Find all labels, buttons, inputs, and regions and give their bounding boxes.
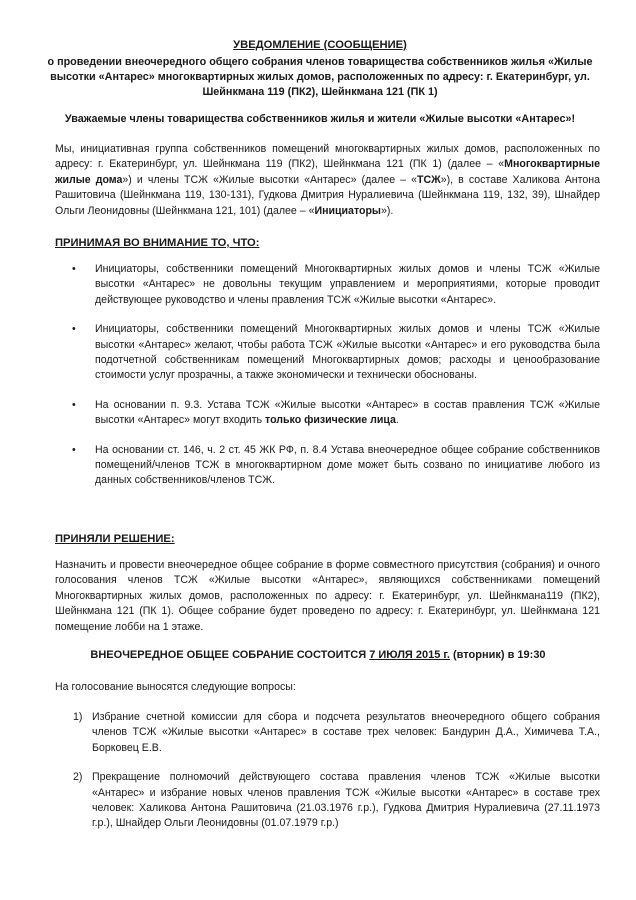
agenda-item <box>55 710 600 756</box>
considering-item <box>55 262 600 308</box>
considering-item <box>55 443 600 489</box>
considering-item-text-end: . <box>395 414 399 427</box>
intro-term-initiators: Инициаторы <box>314 204 381 217</box>
notice-title: УВЕДОМЛЕНИЕ (СООБЩЕНИЕ) <box>233 39 407 51</box>
considering-item-emphasis: только физические лица <box>265 414 396 427</box>
intro-paragraph <box>55 142 600 219</box>
agenda-item-text: Прекращение полномочий действующего состава правления членов ТСЖ «Жилые высотки «Антарес» и избрание новых членов правления ТСЖ «Жилые высотки «Антарес» в составе трех человек: Халикова Антона Рашитовича (21.03.1976 г.р.), Гудкова Дмитрия Нуралиевича (27.11.1973 г.р.), Шнайдер Ольги Леонидовны (01.07.1979 г.р.) <box>92 771 600 830</box>
intro-text-2: ») и члены ТСЖ «Жилые высотки «Антарес» (далее – « <box>122 173 418 186</box>
agenda-item <box>55 770 600 832</box>
agenda-intro: На голосование выносятся следующие вопросы: <box>55 681 296 693</box>
considering-item-text: На основании п. 9.3. Устава ТСЖ «Жилые высотки «Антарес» в состав правления ТСЖ «Жилые высотки «Антарес» могут входить <box>95 398 600 427</box>
considering-item-text: Инициаторы, собственники помещений Многоквартирных жилых домов и члены ТСЖ «Жилые высотки «Антарес» не довольны текущим управлением и мероприятиями, которые проводит действующее руководство и члены правления ТСЖ «Жилые высотки «Антарес». <box>95 263 600 306</box>
decision-paragraph: Назначить и провести внеочередное общее собрание в форме совместного присутствия (собрания) и очного голосования членов ТСЖ «Жилые высотки «Антарес», являющихся собственниками помещений Многоквартирных жилых домов, расположенных по адресу: г. Екатеринбург, ул. Шейнкмана119 (ПК2), Шейнкмана 121 (ПК 1). Общее собрание будет проведено по адресу: г. Екатеринбург, ул. Шейнкмана 121 помещение лобби на 1 этаже. <box>55 559 600 633</box>
bullet-icon: • <box>72 323 76 336</box>
bullet-icon: • <box>72 263 76 275</box>
intro-term-tszh: ТСЖ <box>417 173 441 186</box>
agenda-item-number: 2) <box>73 771 83 784</box>
notice-header <box>40 38 600 100</box>
meeting-text: ВНЕОЧЕРЕДНОЕ ОБЩЕЕ СОБРАНИЕ СОСТОИТСЯ <box>90 649 370 661</box>
meeting-time: (вторник) в 19:30 <box>449 649 546 661</box>
meeting-date: 7 ИЮЛЯ 2015 г. <box>369 649 450 661</box>
considering-item-text: Инициаторы, собственники помещений Многоквартирных жилых домов и члены ТСЖ «Жилые высотки «Антарес» желают, чтобы работа ТСЖ «Жилые высотки «Антарес» и его руководства была подотчетной собственникам помещений Многоквартирных домов; расходы и ценообразование стоимости услуг прозрачны, а также экономически и технически обоснованы. <box>95 323 600 382</box>
intro-text-1: Мы, инициативная группа собственников помещений многоквартирных жилых домов, расположенных по адресу: г. Екатеринбург, ул. Шейнкмана 119 (ПК2), Шейнкмана 121 (ПК 1) (далее – « <box>55 143 600 171</box>
intro-text-3: »), в составе Халикова Антона Рашитовича (Шейнкмана 119, 130-131), Гудкова Дмитрия Нуралиевича (Шейнкмана 119, 132, 39), Шнайдер Ольги Леонидовны (Шейнкмана 121, 101) (далее – « <box>55 173 601 217</box>
notice-subtitle: о проведении внеочередного общего собрания членов товарищества собственников жилья «Жилые высотки «Антарес» многоквартирных жилых домов, расположенных по адресу: г. Екатеринбург, ул. Шейнкмана 119 (ПК2), Шейнкмана 121 (ПК 1) <box>47 56 593 99</box>
considering-item <box>55 398 600 429</box>
considering-item-text: На основании ст. 146, ч. 2 ст. 45 ЖК РФ, п. 8.4 Устава внеочередное общее собрание собственников помещений/членов ТСЖ в многоквартирном доме может быть созвано по инициативе любого из данных собственников/членов ТСЖ. <box>95 443 600 487</box>
agenda-list <box>55 710 600 846</box>
decision-heading: ПРИНЯЛИ РЕШЕНИЕ: <box>55 533 175 545</box>
considering-item <box>55 322 600 384</box>
intro-term-houses: Многоквартирные жилые дома <box>55 158 600 186</box>
considering-heading: ПРИНИМАЯ ВО ВНИМАНИЕ ТО, ЧТО: <box>55 237 260 249</box>
considering-list <box>55 262 600 503</box>
intro-text-4: »). <box>380 204 394 217</box>
agenda-item-text: Избрание счетной комиссии для сбора и подсчета результатов внеочередного общего собрания членов ТСЖ «Жилые высотки «Антарес» в составе трех человек: Бандурин Д.А., Химичева Т.А., Борковец Е.В. <box>92 711 600 754</box>
agenda-item-number: 1) <box>73 711 83 723</box>
bullet-icon: • <box>72 398 76 411</box>
meeting-announcement <box>40 648 596 663</box>
greeting: Уважаемые члены товарищества собственников жилья и жители «Жилые высотки «Антарес»! <box>64 113 576 125</box>
bullet-icon: • <box>72 443 76 456</box>
